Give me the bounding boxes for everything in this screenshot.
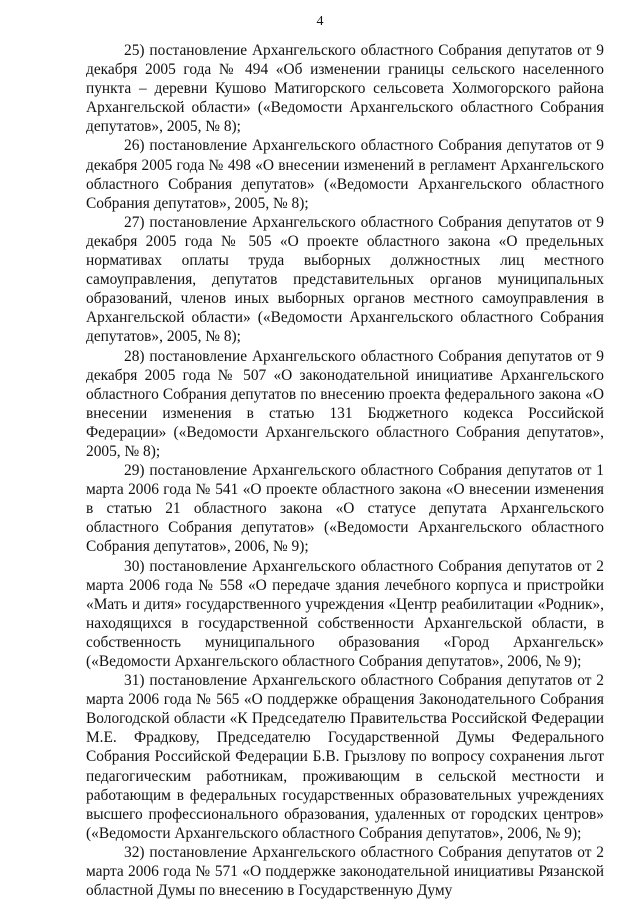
- item-number: 29): [124, 462, 145, 480]
- item-number: 27): [124, 213, 145, 231]
- item-number: 32): [124, 843, 145, 861]
- list-item-26: [86, 136, 604, 212]
- item-text: постановление Архангельского областного Собрания депутатов от 9 декабря 2005 года № 505 «О проекте областного закона «О предельных нормативах оплаты труда выборных должностных лиц местного самоуправления, депутатов представительных органов муниципальных образований, членов иных выборных органов местного самоуправления в Архангельской области» («Ведомости Архангельского областного Собрания депутатов», 2005, № 8);: [86, 213, 604, 346]
- item-number: 31): [124, 672, 145, 690]
- item-number: 28): [124, 347, 145, 365]
- list-item-30: [86, 557, 604, 672]
- list-item-32: [86, 843, 604, 900]
- item-text: постановление Архангельского областного Собрания депутатов от 1 марта 2006 года № 541 «О проекте областного закона «О внесении изменения в статью 21 областного закона «О статусе депутата Архангельского областного Собрания депутатов» («Ведомости Архангельского областного Собрания депутатов», 2006, № 9);: [86, 462, 604, 556]
- item-text: постановление Архангельского областного Собрания депутатов от 2 марта 2006 года № 571 «О поддержке законодательной инициативы Рязанской областной Думы по внесению в Государственную Думу: [86, 843, 604, 900]
- item-number: 25): [124, 42, 145, 59]
- list-item-31: [86, 671, 604, 843]
- item-text: постановление Архангельского областного Собрания депутатов от 9 декабря 2005 года № 507 «О законодательной инициативе Архангельского областного Собрания депутатов по внесению проекта федерального закона «О внесении изменения в статью 131 Бюджетного кодекса Российской Федерации» («Ведомости Архангельского областного Собрания депутатов», 2005, № 8);: [86, 347, 604, 460]
- list-item-27: [86, 213, 604, 347]
- item-text: постановление Архангельского областного Собрания депутатов от 9 декабря 2005 года № 498 «О внесении изменений в регламент Архангельского областного Собрания депутатов» («Ведомости Архангельского областного Собрания депутатов», 2005, № 8);: [86, 137, 604, 212]
- list-item-29: [86, 461, 604, 556]
- item-text: постановление Архангельского областного Собрания депутатов от 2 марта 2006 года № 565 «О поддержке обращения Законодательного Собрания Вологодской области «К Председателю Правительства Российской Федерации М.Е. Фрадкову, Председателю Государственной Думы Федерального Собрания Российской Федерации Б.В. Грызлову по вопросу сохранения льгот педагогическим работникам, проживающим в сельской местности и работающим в федеральных государственных образовательных учреждениях высшего профессионального образования, удаленных от городских центров» («Ведомости Архангельского областного Собрания депутатов», 2006, № 9);: [86, 672, 604, 842]
- item-text: постановление Архангельского областного Собрания депутатов от 9 декабря 2005 года № 494 «Об изменении границы сельского населенного пункта – деревни Кушово Матигорского сельсовета Холмогорского района Архангельской области» («Ведомости Архангельского областного Собрания депутатов», 2005, № 8);: [86, 42, 604, 136]
- item-number: 26): [124, 137, 145, 155]
- page-number: 4: [316, 14, 324, 29]
- list-item-25: [86, 41, 604, 136]
- item-number: 30): [124, 557, 145, 575]
- document-body: [86, 41, 604, 900]
- item-text: постановление Архангельского областного Собрания депутатов от 2 марта 2006 года № 558 «О передаче здания лечебного корпуса и пристройки «Мать и дитя» государственного учреждения «Центр реабилитации «Родник», находящихся в государственной собственности Архангельской области, в собственность муниципального образования «Город Архангельск» («Ведомости Архангельского областного Собрания депутатов», 2006, № 9);: [86, 557, 604, 670]
- list-item-28: [86, 347, 604, 462]
